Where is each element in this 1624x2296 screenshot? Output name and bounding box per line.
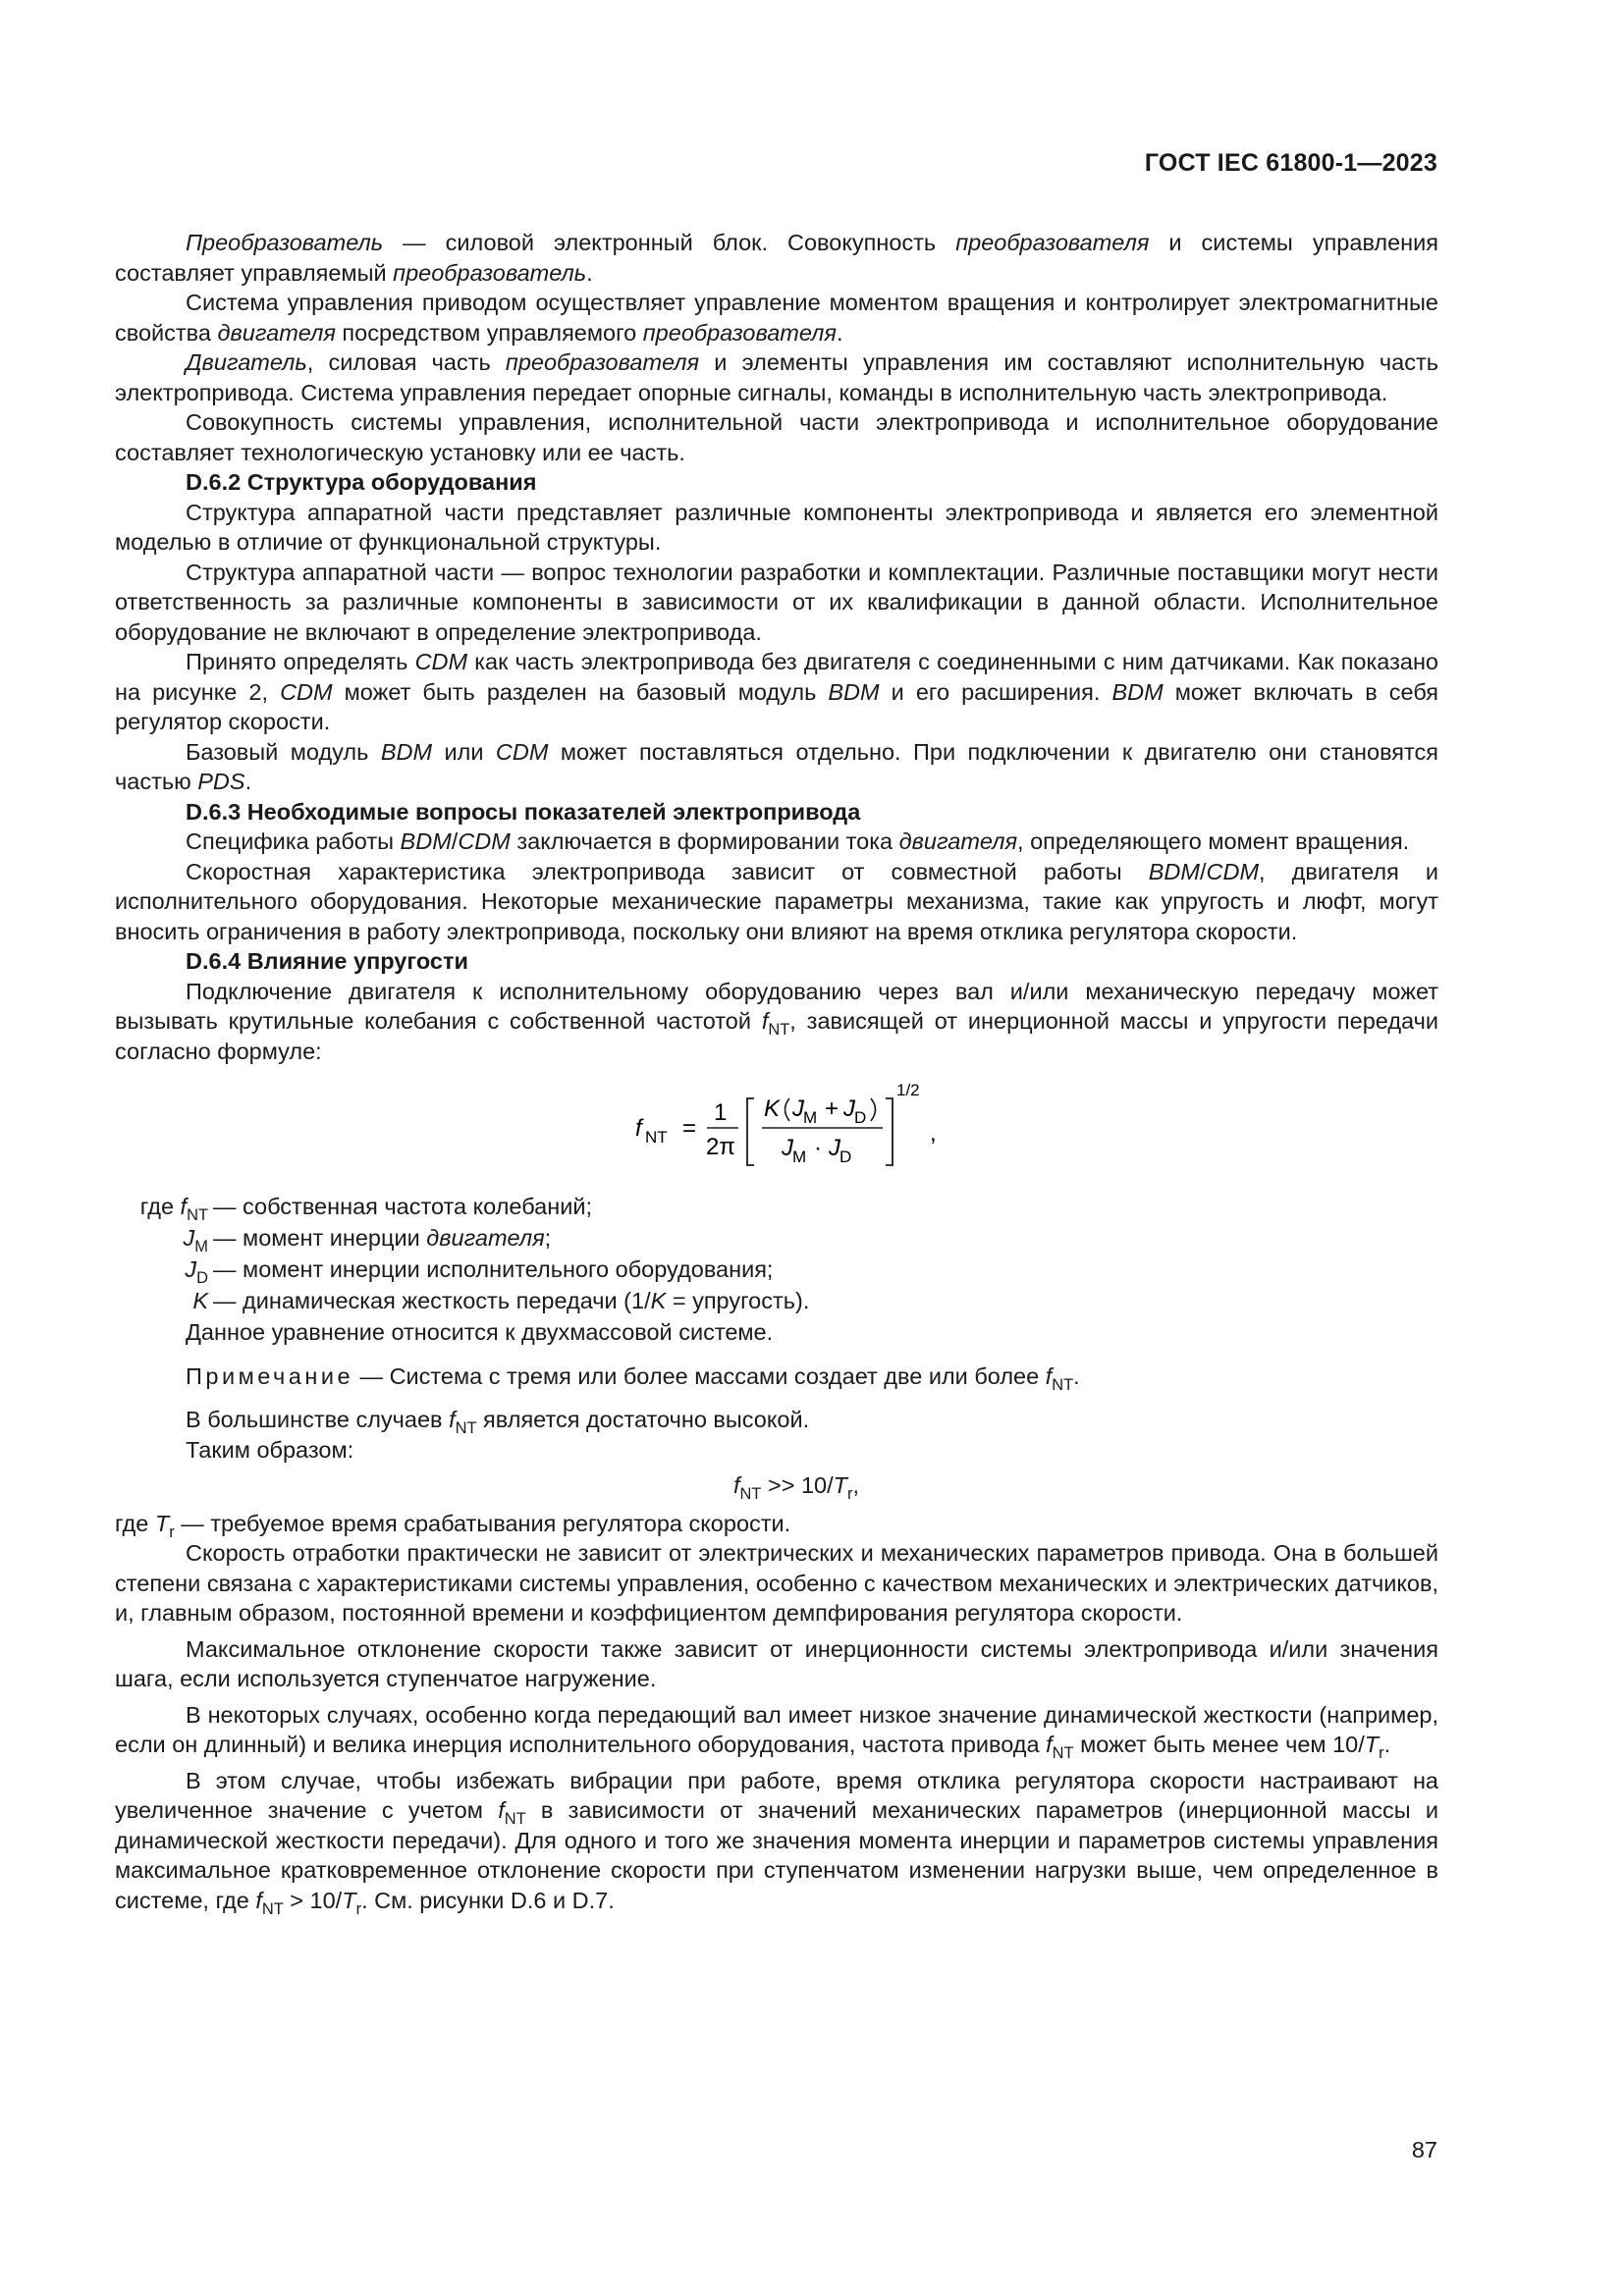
formula-M-sub: M bbox=[803, 1108, 818, 1127]
formula-den-D-sub: D bbox=[839, 1148, 852, 1166]
paragraph: Преобразователь — силовой электронный блок. Совокупность преобразователя и системы управления составляет управляемый преобразователь. bbox=[115, 230, 1438, 286]
section-heading: D.6.2 Структура оборудования bbox=[186, 469, 537, 495]
paragraph: Базовый модуль BDM или CDM может поставляться отдельно. При подключении к двигателю они становятся частью PDS. bbox=[115, 738, 1438, 794]
page-body bbox=[115, 228, 1439, 1918]
formula-den-JD: J bbox=[829, 1135, 840, 1161]
paragraph: Двигатель, силовая часть преобразователя и элементы управления им составляют исполнительную часть электропривода. Система управления передает опорные сигналы, команды в исполнительную часть электропривода. bbox=[115, 349, 1438, 405]
paragraph: В некоторых случаях, особенно когда передающий вал имеет низкое значение динамической жесткости (например, если он длинный) и велика инерция исполнительного оборудования, частота привода $f_{NT}$ может быть менее чем $10/T_r$. bbox=[115, 1701, 1438, 1762]
paragraph: Подключение двигателя к исполнительному оборудованию через вал и/или механическую передачу может вызывать крутильные колебания с собственной частотой $f_{NT}$, зависящей от инерционной массы и упругости передачи согласно формуле: bbox=[115, 978, 1438, 1064]
paragraph: Данное уравнение относится к двухмассовой системе. bbox=[186, 1319, 774, 1345]
paragraph: Система управления приводом осуществляет управление моментом вращения и контролирует электромагнитные свойства двигателя посредством управляемого преобразователя. bbox=[115, 290, 1438, 346]
where-item: $J_M$ — момент инерции двигателя; bbox=[183, 1225, 552, 1255]
formula-JD: J bbox=[843, 1095, 855, 1122]
paragraph: В большинстве случаев $f_{NT}$ является достаточно высокой. bbox=[186, 1407, 810, 1437]
formula-exponent: 1/2 bbox=[896, 1081, 920, 1099]
paragraph: Принято определять CDM как часть электропривода без двигателя с соединенными с ним датчиками. Как показано на рисунке 2, CDM может быть разделен на базовый модуль BDM и его расширения. BDM может включать в себя регулятор скорости. bbox=[115, 649, 1438, 734]
where-item: $J_D$ — момент инерции исполнительного оборудования; bbox=[185, 1256, 774, 1287]
formula-D-sub: D bbox=[854, 1108, 867, 1127]
formula-denominator: 2π bbox=[706, 1134, 735, 1160]
paragraph: Максимальное отклонение скорости также зависит от инерционности системы электропривода и/или значения шага, если используется ступенчатое нагружение. bbox=[115, 1635, 1438, 1691]
formula-equals: = bbox=[682, 1115, 697, 1142]
paragraph: Специфика работы BDM/CDM заключается в формировании тока двигателя, определяющего момент вращения. bbox=[186, 828, 1410, 854]
where-item: K — динамическая жесткость передачи (1/K = упругость). bbox=[192, 1288, 810, 1313]
formula-numerator: 1 bbox=[714, 1099, 728, 1126]
inequality-formula: $f_{NT} >> 10/T_r$, bbox=[732, 1472, 859, 1503]
left-paren bbox=[785, 1098, 790, 1121]
paragraph: Структура аппаратной части — вопрос технологии разработки и комплектации. Различные поставщики могут нести ответственность за различные компоненты в зависимости от их квалификации в данной области. Исполнительное оборудование не включают в определение электропривода. bbox=[115, 559, 1438, 645]
right-paren bbox=[871, 1098, 876, 1121]
paragraph: где $T_r$ — требуемое время срабатывания регулятора скорости. bbox=[115, 1510, 791, 1541]
formula-lhs: f bbox=[635, 1115, 642, 1142]
formula-block bbox=[115, 1066, 1438, 1192]
where-item: где $f_{NT}$ — собственная частота колебаний; bbox=[139, 1194, 592, 1224]
paragraph: Скоростная характеристика электропривода зависит от совместной работы BDM/CDM, двигателя и исполнительного оборудования. Некоторые механические параметры механизма, такие как упругость и люфт, могут вносить ограничения в работу электропривода, поскольку они влияют на время отклика регулятора скорости. bbox=[115, 858, 1439, 944]
right-bracket bbox=[886, 1098, 893, 1165]
formula-JM: J bbox=[792, 1095, 804, 1122]
formula-K: K bbox=[764, 1095, 781, 1122]
section-heading: D.6.4 Влияние упругости bbox=[186, 948, 468, 974]
where-list bbox=[115, 1192, 1438, 1317]
formula-plus: + bbox=[825, 1095, 839, 1122]
left-bracket bbox=[747, 1098, 754, 1165]
formula-dot: · bbox=[814, 1135, 822, 1161]
paragraph: Структура аппаратной части представляет различные компоненты электропривода и является его элементной моделью в отличие от функциональной структуры. bbox=[115, 499, 1438, 555]
note: Примечание — Система с тремя или более массами создает две или более $f_{NT}$. bbox=[186, 1362, 1080, 1394]
page-number: 87 bbox=[1411, 2137, 1437, 2163]
section-heading: D.6.3 Необходимые вопросы показателей электропривода bbox=[186, 798, 861, 825]
natural-frequency-formula bbox=[635, 1074, 1087, 1182]
document-id-header: ГОСТ IEC 61800-1—2023 bbox=[1144, 149, 1437, 177]
formula-den-JM: J bbox=[782, 1135, 793, 1161]
formula-lhs-sub: NT bbox=[645, 1128, 668, 1147]
paragraph: В этом случае, чтобы избежать вибрации при работе, время отклика регулятора скорости настраивают на увеличенное значение с учетом $f_{NT}$ в зависимости от значений механических параметров (инерционной массы и динамической жесткости передачи). Для одного и того же значения момента инерции и параметров системы управления максимальное кратковременное отклонение скорости при ступенчатом изменении нагрузки выше, чем определенное в системе, где $f_{NT} > 10/T_r$. См. рисунки D.6 и D.7. bbox=[115, 1767, 1438, 1918]
paragraph: Таким образом: bbox=[186, 1436, 354, 1463]
formula-den-M-sub: M bbox=[792, 1148, 807, 1166]
paragraph: Скорость отработки практически не зависит от электрических и механических параметров привода. Она в большей степени связана с характеристиками системы управления, особенно с качеством механических и электрических датчиков, и, главным образом, постоянной времени и коэффициентом демпфирования регулятора скорости. bbox=[115, 1540, 1438, 1626]
formula-comma: , bbox=[930, 1120, 937, 1147]
paragraph: Совокупность системы управления, исполнительной части электропривода и исполнительное оборудование составляет технологическую установку или ее часть. bbox=[115, 409, 1438, 465]
